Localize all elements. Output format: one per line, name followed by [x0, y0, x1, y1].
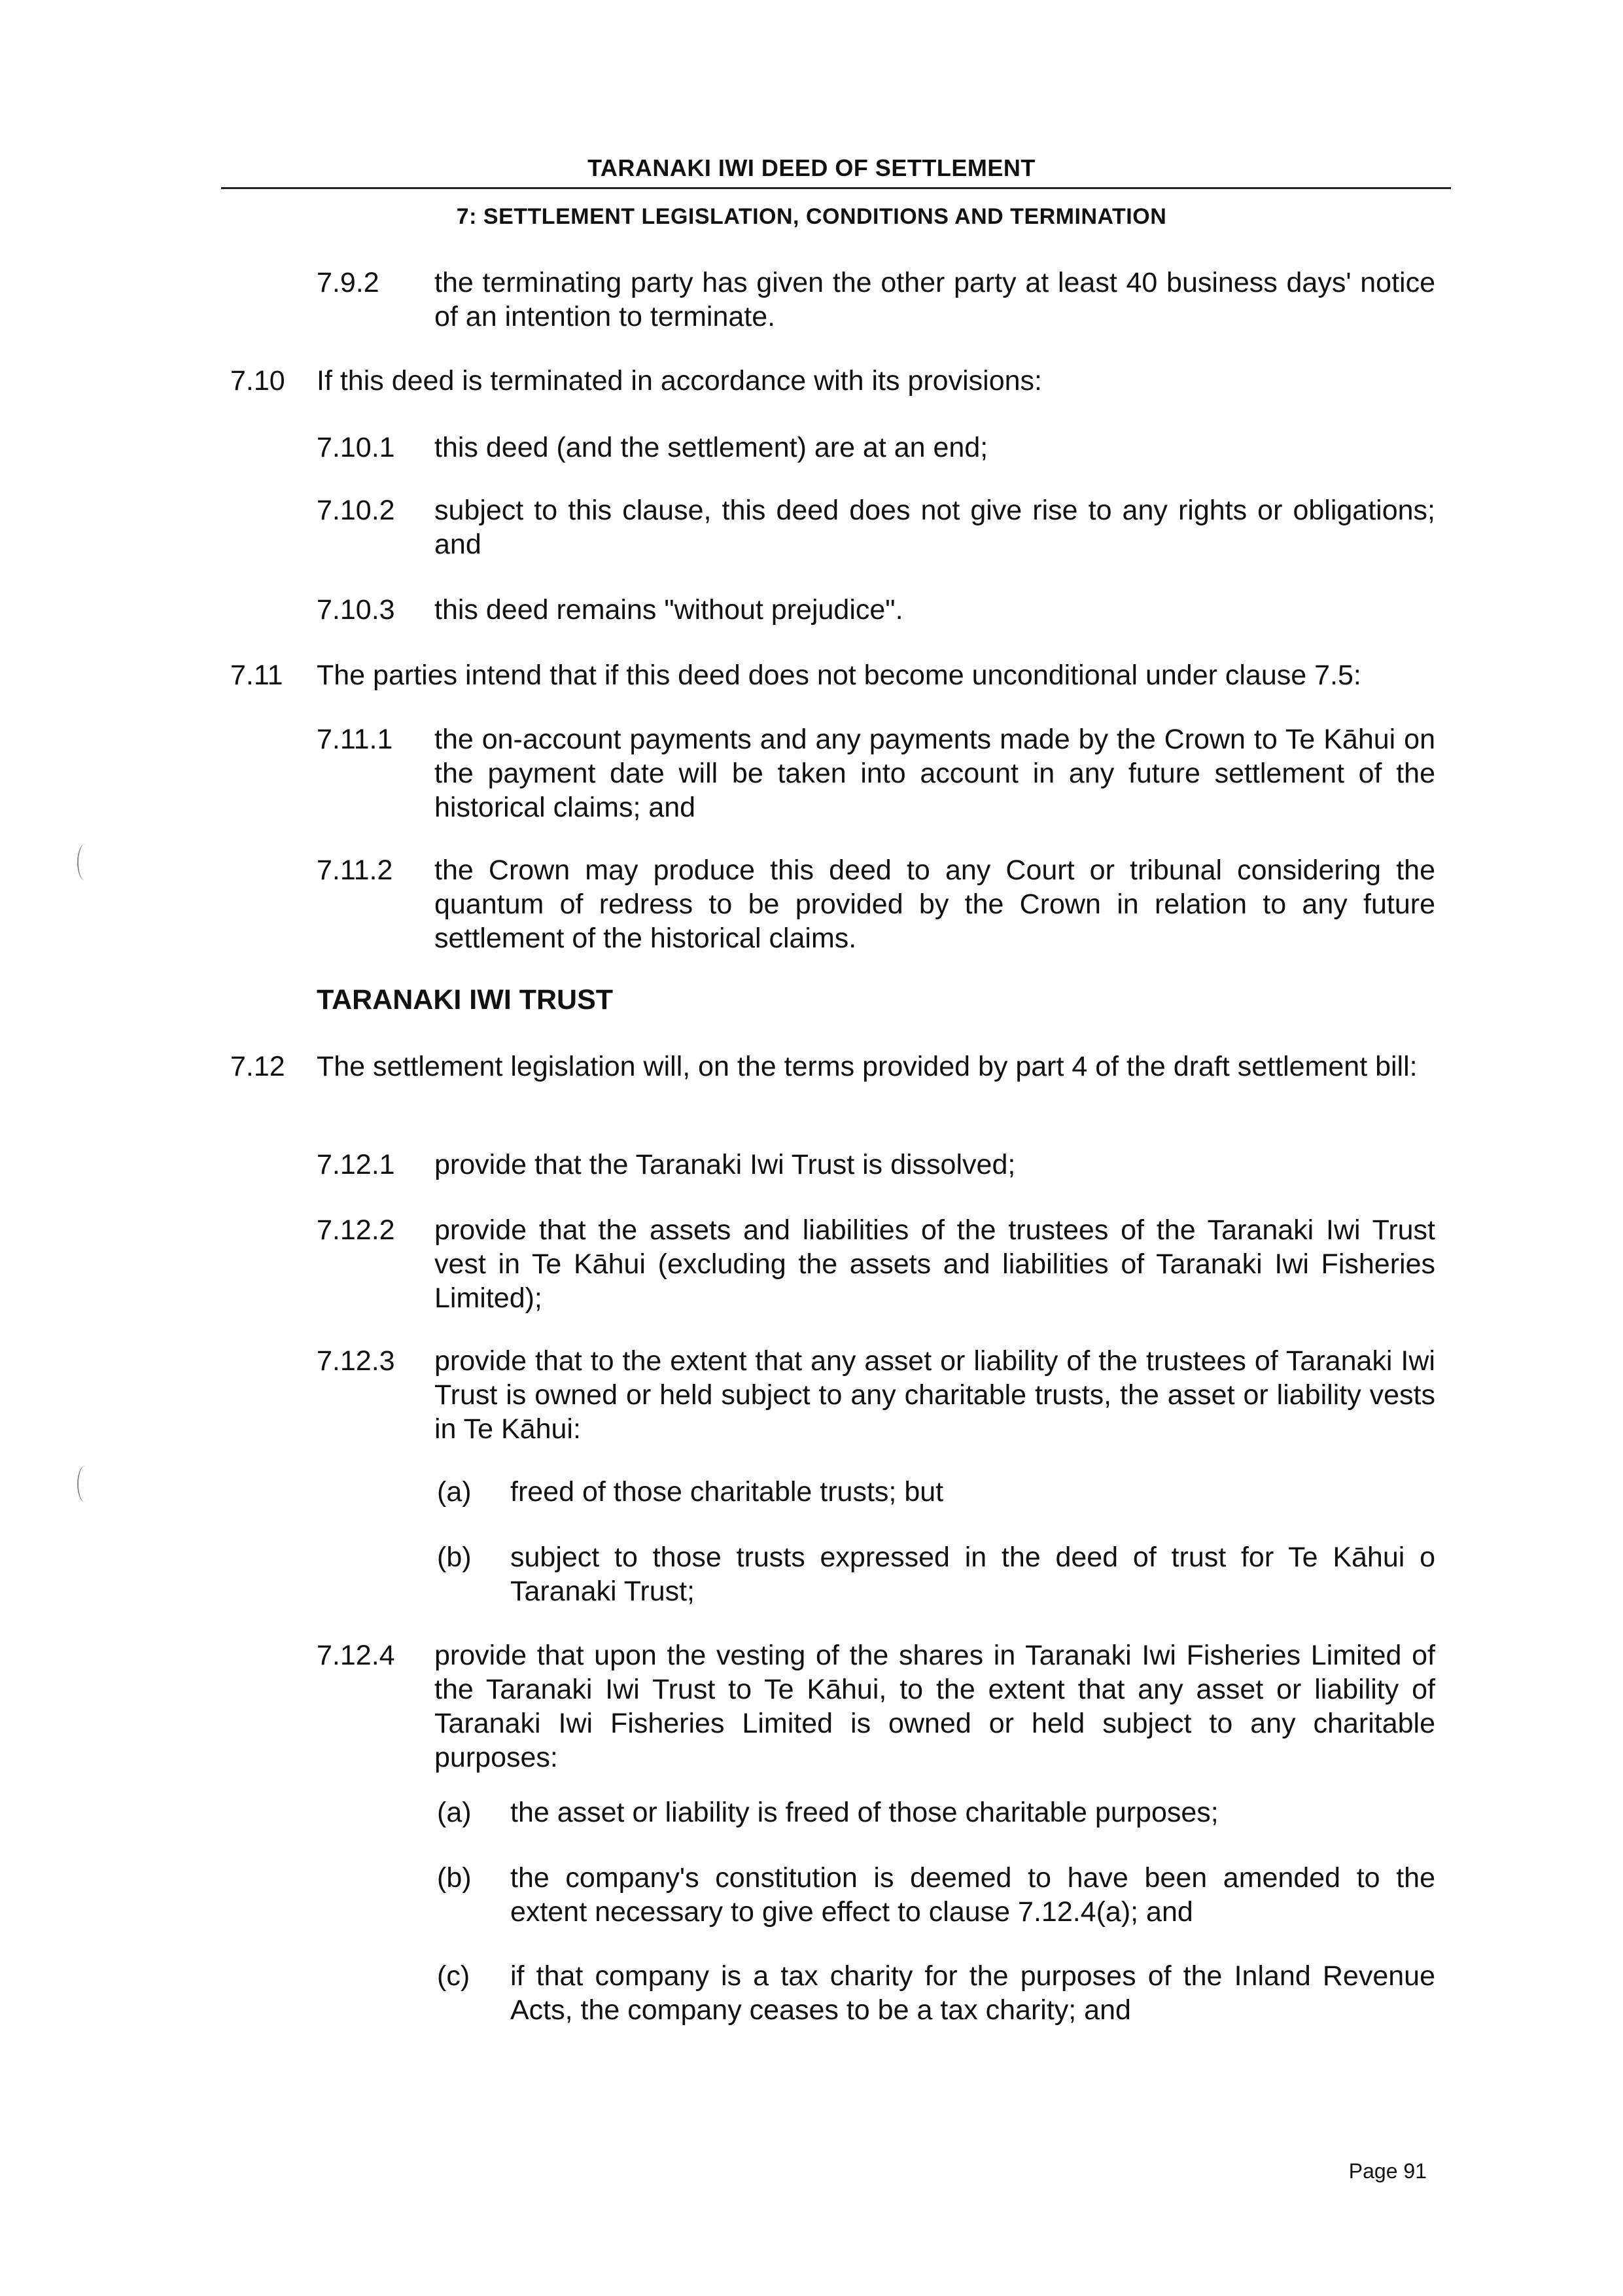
subclause-letter: (b) — [437, 1542, 472, 1573]
clause-text: the on-account payments and any payments made by the Crown to Te Kāhui on the payment date will be taken into account in any future settlement of the historical claims; and — [434, 724, 1435, 823]
clause-text: provide that to the extent that any asset or liability of the trustees of Taranaki Iwi Trust is owned or held subject to any charitable trusts, the asset or liability vests in Te Kāhui: — [434, 1345, 1435, 1445]
subclause-letter: (b) — [437, 1862, 472, 1894]
subclause-text: subject to those trusts expressed in the deed of trust for Te Kāhui o Taranaki Trust; — [510, 1542, 1435, 1607]
subclause-text: the asset or liability is freed of those charitable purposes; — [510, 1797, 1219, 1828]
clause-number: 7.12.4 — [317, 1640, 395, 1671]
scan-margin-mark — [77, 1466, 93, 1502]
clause-text: this deed remains "without prejudice". — [434, 594, 903, 626]
page-number: Page 91 — [1348, 2159, 1427, 2183]
subclause-text: freed of those charitable trusts; but — [510, 1476, 944, 1508]
clause-number: 7.11 — [230, 660, 283, 691]
clause-number: 7.12.1 — [317, 1149, 395, 1180]
clause-text: the Crown may produce this deed to any Court or tribunal considering the quantum of redress to be provided by the Crown in relation to any future settlement of the historical claims. — [434, 855, 1435, 954]
clause-text: The settlement legislation will, on the terms provided by part 4 of the draft settlement bill: — [317, 1051, 1418, 1082]
clause-number: 7.10.3 — [317, 594, 395, 626]
clause-text: The parties intend that if this deed does not become unconditional under clause 7.5: — [317, 660, 1361, 691]
clause-number: 7.12 — [230, 1051, 285, 1082]
clause-number: 7.10.1 — [317, 432, 395, 463]
clause-text: subject to this clause, this deed does not give rise to any rights or obligations; and — [434, 495, 1435, 560]
clause-text: provide that upon the vesting of the shares in Taranaki Iwi Fisheries Limited of the Taranaki Iwi Trust to Te Kāhui, to the extent that any asset or liability of Taranaki Iwi Fisheries Limited is owned or held subject to any charitable purposes: — [434, 1640, 1435, 1773]
clause-number: 7.11.2 — [317, 855, 393, 886]
page-header-subtitle: 7: SETTLEMENT LEGISLATION, CONDITIONS AND TERMINATION — [456, 204, 1167, 229]
clause-text: If this deed is terminated in accordance with its provisions: — [317, 365, 1042, 397]
header-rule — [221, 187, 1451, 189]
section-heading: TARANAKI IWI TRUST — [317, 984, 614, 1016]
scan-margin-mark — [77, 844, 93, 881]
clause-text: provide that the assets and liabilities of the trustees of the Taranaki Iwi Trust vest in Te Kāhui (excluding the assets and liabilities of Taranaki Iwi Fisheries Limited); — [434, 1214, 1435, 1314]
subclause-letter: (a) — [437, 1797, 472, 1828]
clause-number: 7.10.2 — [317, 495, 395, 526]
clause-text: provide that the Taranaki Iwi Trust is dissolved; — [434, 1149, 1016, 1180]
clause-number: 7.10 — [230, 365, 285, 397]
subclause-text: the company's constitution is deemed to have been amended to the extent necessary to give effect to clause 7.12.4(a); and — [510, 1862, 1435, 1928]
subclause-text: if that company is a tax charity for the purposes of the Inland Revenue Acts, the company ceases to be a tax charity; and — [510, 1960, 1435, 2026]
clause-text: the terminating party has given the other party at least 40 business days' notice of an intention to terminate. — [434, 267, 1435, 332]
clause-text: this deed (and the settlement) are at an end; — [434, 432, 988, 463]
subclause-letter: (c) — [437, 1960, 470, 1992]
clause-number: 7.12.2 — [317, 1214, 395, 1246]
clause-number: 7.11.1 — [317, 724, 393, 755]
subclause-letter: (a) — [437, 1476, 472, 1508]
page-header-title: TARANAKI IWI DEED OF SETTLEMENT — [587, 154, 1036, 181]
clause-number: 7.12.3 — [317, 1345, 395, 1377]
clause-number: 7.9.2 — [317, 267, 379, 298]
